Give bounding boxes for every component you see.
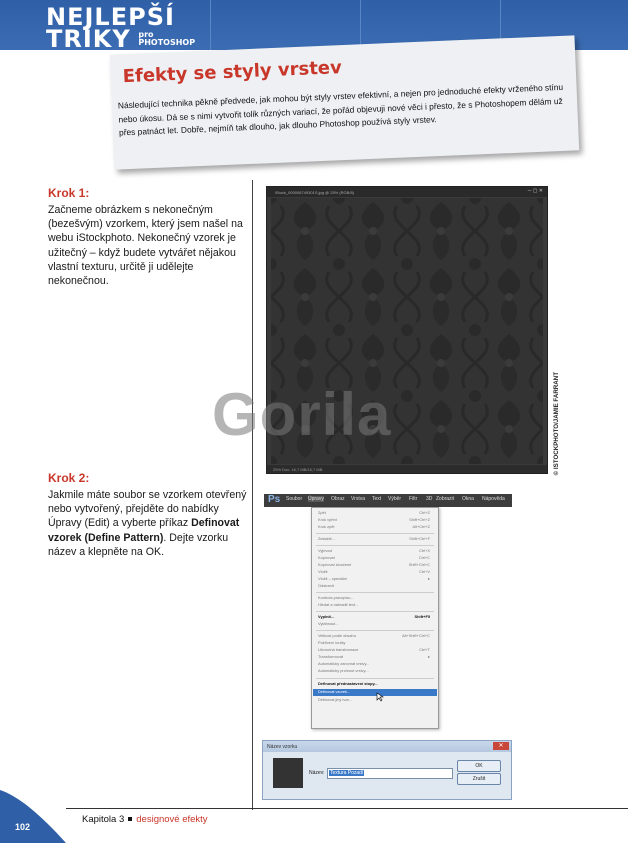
dropdown-item-label: Vložit – speciální (318, 576, 348, 581)
dropdown-item-label: Pokřivení loutky (318, 640, 346, 645)
step2-text-command: Definovat vzorek (Define Pattern) (48, 517, 240, 544)
dropdown-item-shortcut: Shift+Ctrl+Z (409, 517, 430, 522)
menu-napoveda[interactable]: Nápověda (482, 496, 505, 502)
dropdown-item-label: Zpět (318, 510, 326, 515)
book-logo (46, 3, 196, 53)
dropdown-item-label: Krok vpřed (318, 517, 337, 522)
dropdown-item[interactable] (318, 569, 434, 576)
dropdown-item-label: Vytáhnout... (318, 621, 339, 626)
dropdown-item-label: Kopírovat (318, 555, 335, 560)
ok-button[interactable]: OK (457, 760, 501, 772)
step2-text (48, 488, 248, 559)
dropdown-item[interactable] (318, 647, 434, 654)
dropdown-item[interactable] (318, 654, 434, 661)
dropdown-item-label: Definovat přednastavení stopy... (318, 681, 378, 686)
dropdown-item-shortcut: ▸ (428, 576, 430, 581)
dropdown-item-shortcut: Ctrl+T (419, 647, 430, 652)
dropdown-item-label: Definovat vzorek... (318, 689, 351, 694)
menu-obraz[interactable]: Obraz (331, 496, 345, 502)
mouse-cursor-icon (376, 692, 384, 702)
step2-title: Krok 2: (48, 471, 90, 485)
menu-vrstva[interactable]: Vrstva (351, 496, 365, 502)
dropdown-item-shortcut: Alt+Shift+Ctrl+C (401, 633, 430, 638)
intro-title: Efekty se styly vrstev (122, 57, 343, 88)
dropdown-item-label: Automaticky zarovnat vrstvy... (318, 661, 370, 666)
dropdown-item-label: Kopírovat sloučené (318, 562, 352, 567)
dropdown-item[interactable] (318, 633, 434, 640)
dropdown-item-label: Definovat jiný tvar... (318, 697, 352, 702)
dropdown-item-label: Zeslabit... (318, 536, 335, 541)
dropdown-item-label: Vyjmout (318, 548, 332, 553)
intro-card (110, 35, 579, 169)
ps-status-text: 25% Doc: 16,7 MB/16,7 MB (273, 467, 323, 472)
pattern-name-dialog (262, 740, 512, 800)
column-divider (252, 180, 253, 810)
dropdown-separator (316, 611, 434, 612)
dropdown-item-label: Vyplnit... (318, 614, 335, 619)
dropdown-item[interactable] (318, 640, 434, 647)
photoshop-menubar (264, 494, 512, 507)
dropdown-item-shortcut: Shift+Ctrl+F (409, 536, 430, 541)
step1-title: Krok 1: (48, 186, 90, 200)
dropdown-item[interactable] (318, 548, 434, 555)
logo-photoshop: PHOTOSHOP (138, 37, 196, 47)
dropdown-item[interactable] (318, 681, 434, 688)
window-controls-icon: ─ ▢ ✕ (527, 188, 543, 194)
square-bullet-icon (128, 817, 132, 821)
pattern-name-input[interactable] (327, 768, 453, 779)
pattern-thumbnail (273, 758, 303, 788)
close-icon[interactable]: ✕ (493, 742, 509, 750)
page-number: 102 (15, 822, 31, 832)
ps-status-bar (267, 465, 547, 473)
dropdown-item-shortcut: Ctrl+Z (419, 510, 430, 515)
dropdown-item[interactable] (318, 602, 434, 609)
dropdown-item-shortcut: Ctrl+C (418, 555, 430, 560)
dropdown-item[interactable] (318, 576, 434, 583)
header-divider (360, 0, 361, 50)
dropdown-item[interactable] (318, 621, 434, 628)
dropdown-item[interactable] (318, 583, 434, 590)
intro-text: Následující technika pěkně předvede, jak mohou být styly vrstev efektivní, a nejen pro jednoduché efekty vrženého stínu nebo úkosu. Dá se s nimi vytvořit tolik různých variací, že pořád objevuji nové věci i přesto, že s Photoshopem dělám už přes patnáct let. Dobře, nejmíň tak dlouho, jak dlouho Photoshop používá styly vrstev. (117, 81, 564, 138)
logo-pro: pro (138, 29, 154, 39)
dropdown-separator (316, 545, 434, 546)
name-label: Název: (309, 770, 325, 776)
dropdown-item-label: Kontrola pravopisu... (318, 595, 354, 600)
dropdown-item-shortcut: Alt+Ctrl+Z (412, 524, 430, 529)
step2-text-a: Jakmile máte soubor se vzorkem otevřený nebo vytvořený, přejděte do nabídky Úpravy (Edit) a vyberte příkaz (48, 489, 247, 530)
dropdown-item-label: Libovolná transformace (318, 647, 359, 652)
cancel-button[interactable]: Zrušit (457, 773, 501, 785)
menu-soubor[interactable]: Soubor (286, 496, 303, 502)
header-divider (210, 0, 211, 50)
dialog-title: Název vzorku (267, 744, 298, 750)
footer-rule (66, 808, 628, 809)
dropdown-item-label: Automaticky prolnout vrstvy... (318, 668, 369, 673)
step1-text: Začneme obrázkem s nekonečným (bezešvým) vzorkem, který jsem našel na webu iStockphoto. Nekonečný vzorek je užitečný – když budete vytvářet nějakou vlastní texturu, určitě ji udělejte nekonečnou. (48, 204, 243, 288)
logo-sub (138, 31, 195, 47)
ps-title: iStock_000006749301S.jpg @ 25% (RGB/8) (275, 190, 354, 195)
menu-upravy[interactable]: Úpravy (308, 496, 324, 502)
ps-logo-icon: Ps (268, 494, 281, 505)
dropdown-item-label: Krok zpět (318, 524, 335, 529)
dropdown-item-label: Velikost podle obsahu (318, 633, 356, 638)
dropdown-item[interactable] (318, 510, 434, 517)
menu-zobrazit[interactable]: Zobrazit (436, 496, 455, 502)
dropdown-separator (316, 678, 434, 679)
menu-vyber[interactable]: Výběr (388, 496, 402, 502)
menu-okna[interactable]: Okna (462, 496, 474, 502)
dropdown-separator (316, 533, 434, 534)
dialog-titlebar (263, 741, 511, 752)
chapter-label: Kapitola 3 (82, 814, 125, 825)
dropdown-item-label: Vložit (318, 569, 328, 574)
dropdown-separator (316, 592, 434, 593)
dropdown-item[interactable] (318, 555, 434, 562)
pattern-name-value: Textura Pozadí (330, 770, 364, 776)
watermark: Gorila (212, 381, 392, 448)
dropdown-item-shortcut: ▸ (428, 654, 430, 659)
dropdown-item[interactable] (318, 661, 434, 668)
dropdown-item-shortcut: Ctrl+X (419, 548, 430, 553)
dropdown-item[interactable] (318, 562, 434, 569)
edit-menu-dropdown (311, 507, 439, 729)
dropdown-item-shortcut: Shift+F5 (414, 614, 430, 619)
dropdown-item[interactable] (318, 614, 434, 621)
dropdown-item[interactable] (318, 595, 434, 602)
dropdown-item-label: Transformovat (318, 654, 343, 659)
page-number-tab (0, 790, 66, 843)
dropdown-item-label: Hledat a nahradit text... (318, 602, 359, 607)
menu-filtr[interactable]: Filtr (409, 496, 418, 502)
dropdown-item-define-pattern[interactable] (313, 689, 437, 696)
footer-chapter (82, 814, 208, 825)
dropdown-separator (316, 630, 434, 631)
photo-credit: © ISTOCKPHOTO/JAMIE FARRANT (553, 372, 560, 476)
ps-titlebar (267, 187, 547, 197)
step2-text-c: . Dejte vzorku název a klepněte na OK. (48, 531, 229, 558)
dropdown-item-shortcut: Ctrl+V (419, 569, 430, 574)
dropdown-item-label: Odstranit (318, 583, 334, 588)
dropdown-item[interactable] (318, 517, 434, 524)
dropdown-item-shortcut: Shift+Ctrl+C (408, 562, 430, 567)
dropdown-item[interactable] (318, 536, 434, 543)
section-label: designové efekty (136, 814, 208, 825)
menu-text[interactable]: Text (372, 496, 382, 502)
dropdown-item[interactable] (318, 524, 434, 531)
dropdown-item[interactable] (318, 668, 434, 675)
logo-line1: NEJLEPŠÍ (46, 3, 175, 31)
menu-3d[interactable]: 3D (426, 496, 433, 502)
logo-line2: TRIKY (46, 24, 131, 53)
